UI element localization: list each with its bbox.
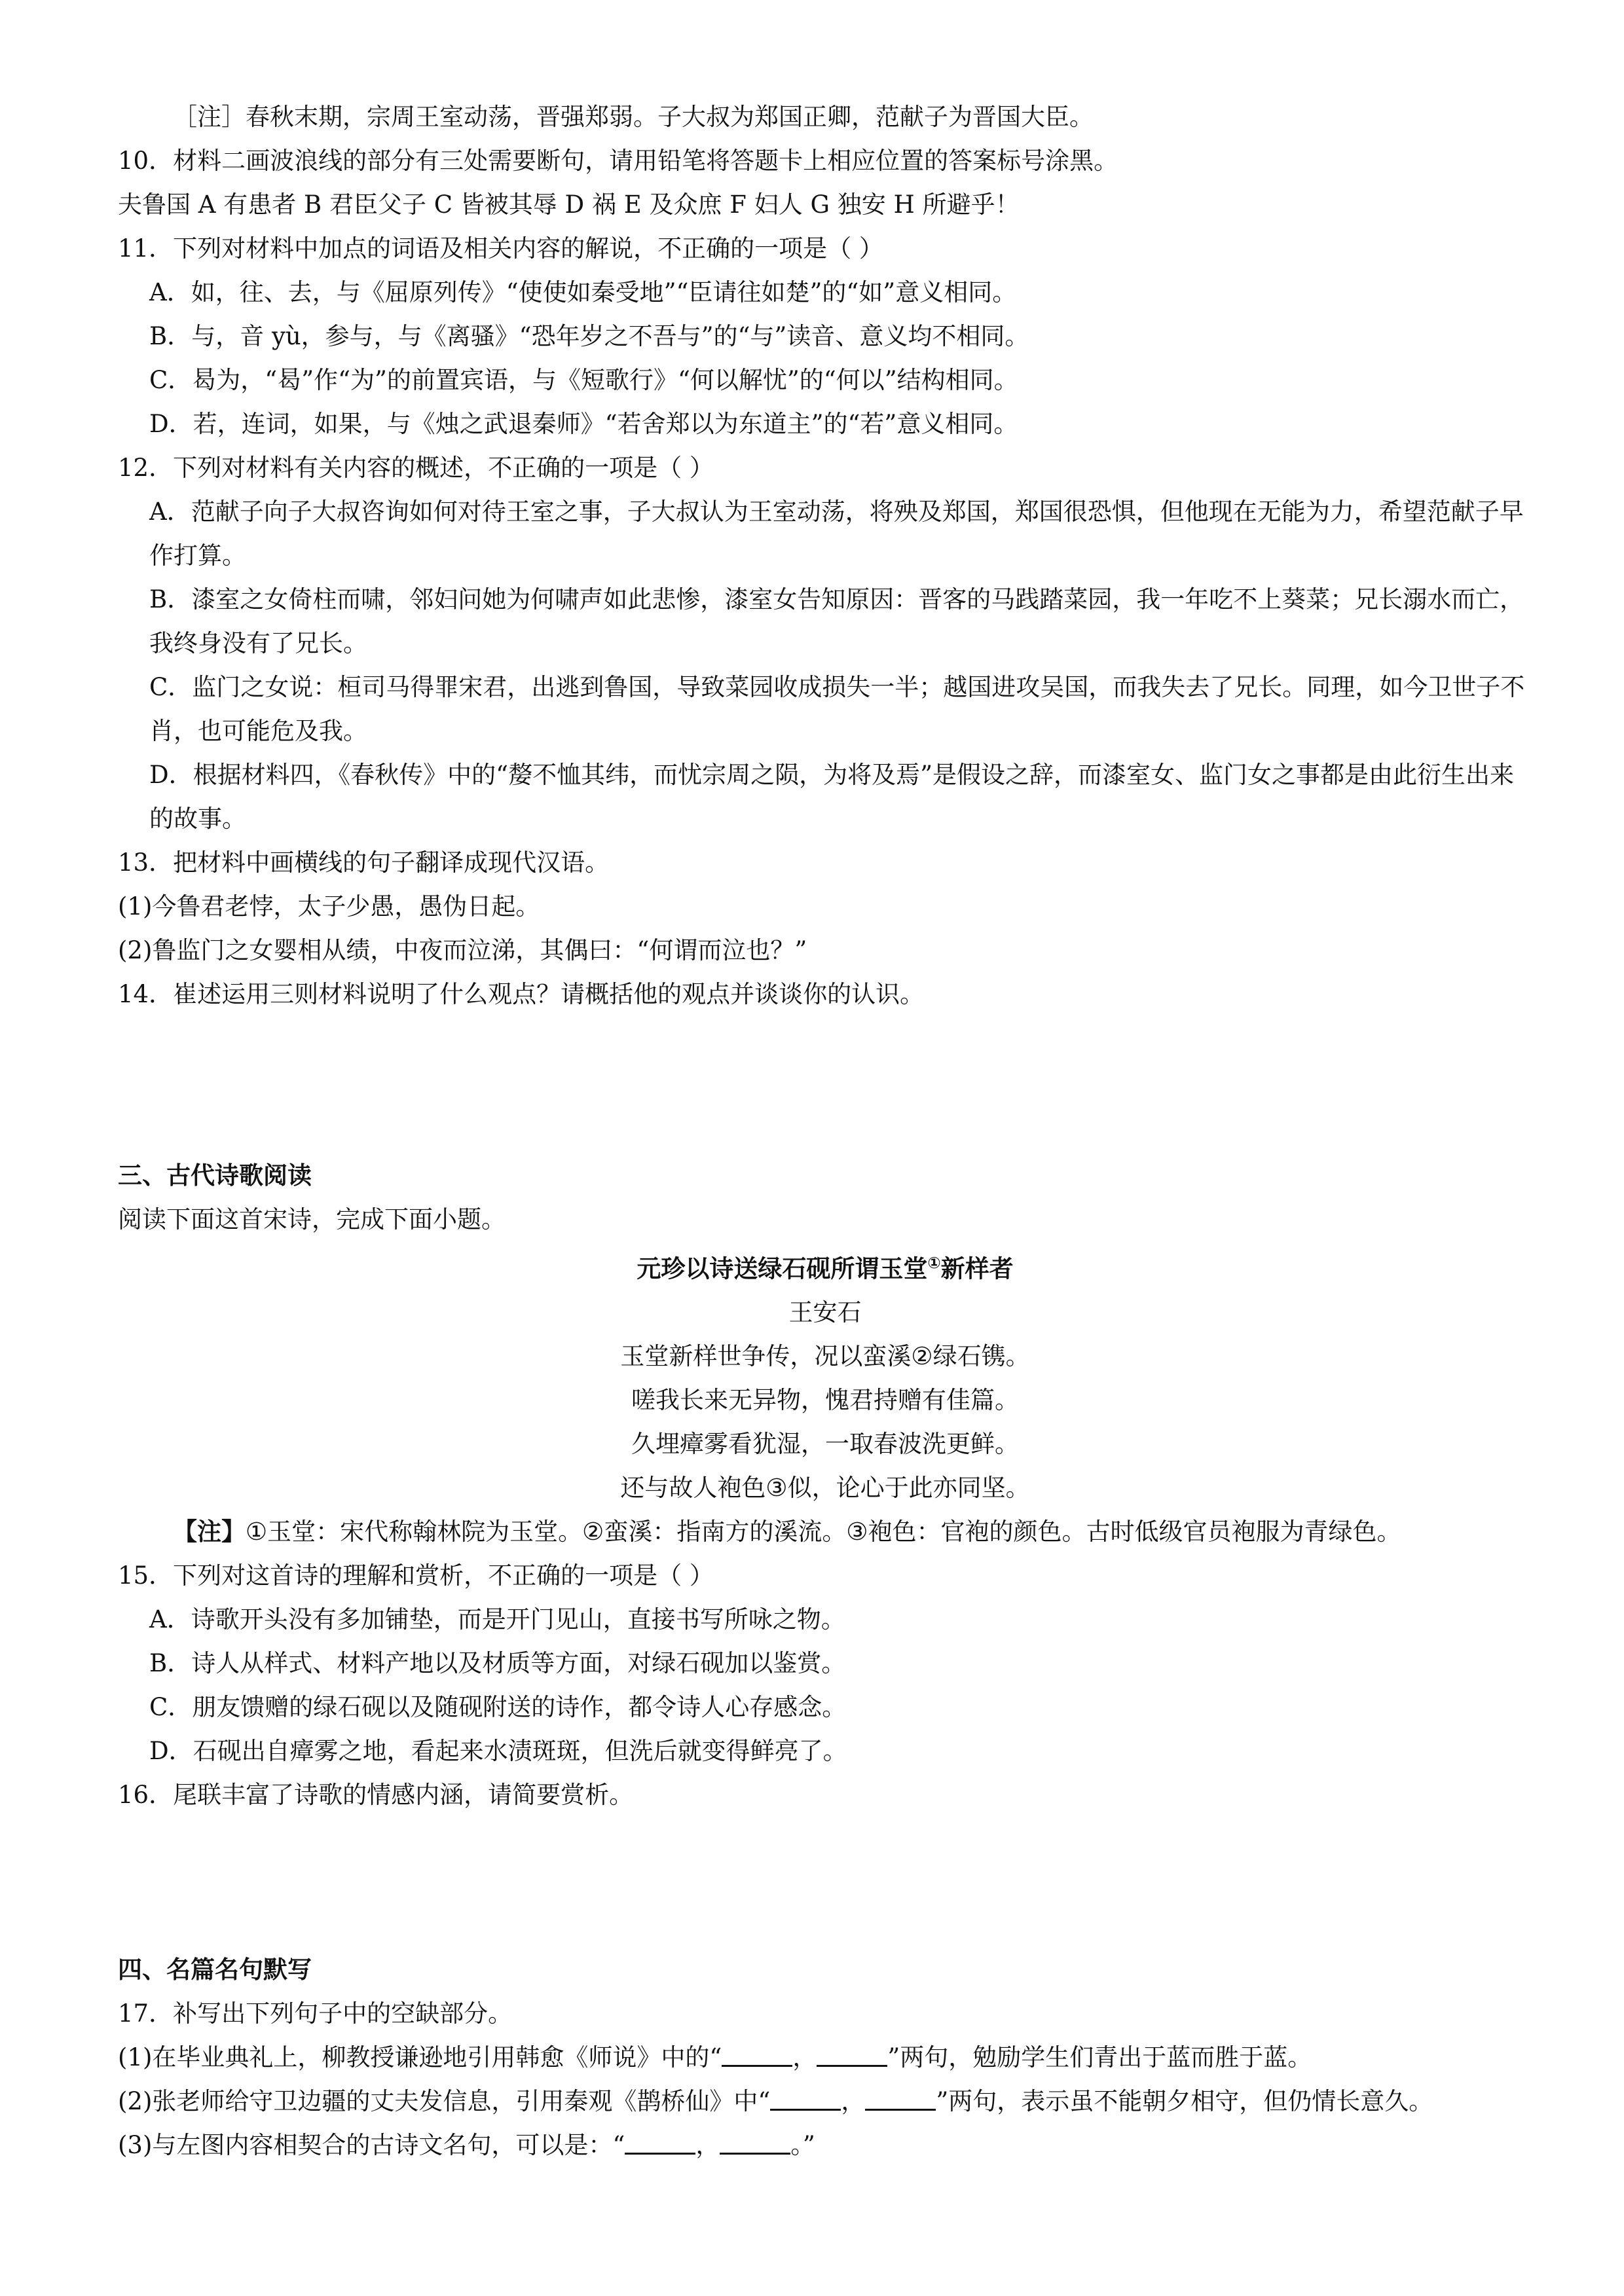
q13-item-1: (1)今鲁君老悖，太子少愚，愚伪日起。 <box>118 892 540 920</box>
q17-item-3-mid: ， <box>695 2131 720 2160</box>
poem-line-2: 嗟我长来无异物，愧君持赠有佳篇。 <box>631 1386 1019 1415</box>
question-17: 17．补写出下列句子中的空缺部分。 <box>118 1999 513 2028</box>
material-note: ［注］春秋末期，宗周王室动荡，晋强郑弱。子大叔为郑国正卿，范献子为晋国大臣。 <box>173 103 1094 131</box>
poem-note <box>118 1510 1532 1554</box>
answer-blank[interactable] <box>770 2085 841 2111</box>
q13-item-2: (2)鲁监门之女婴相从绩，中夜而泣涕，其偶曰：“何谓而泣也？” <box>118 936 807 964</box>
q12-option-d: D．根据材料四，《春秋传》中的“嫠不恤其纬，而忧宗周之陨，为将及焉”是假设之辞，而漆室女、监门女之事都是由此衍生出来的故事。 <box>149 761 1514 833</box>
question-16: 16．尾联丰富了诗歌的情感内涵，请简要赏析。 <box>118 1781 634 1810</box>
q17-item-2-pre: (2)张老师给守卫边疆的丈夫发信息，引用秦观《鹊桥仙》中“ <box>118 2087 771 2116</box>
poem-note-text: ①玉堂：宋代称翰林院为玉堂。②蛮溪：指南方的溪流。③袍色：官袍的颜色。古时低级官员袍服为青绿色。 <box>246 1518 1401 1546</box>
q17-item-2-mid: ， <box>841 2087 866 2116</box>
answer-blank[interactable] <box>865 2085 936 2111</box>
poem-author: 王安石 <box>788 1298 862 1327</box>
poem-title <box>118 1241 1532 1290</box>
poem-title-text: 元珍以诗送绿石砚所谓玉堂 <box>637 1254 928 1283</box>
answer-blank[interactable] <box>817 2041 887 2067</box>
q17-item-2-post: ”两句，表示虽不能朝夕相守，但仍情长意久。 <box>936 2087 1433 2116</box>
answer-blank[interactable] <box>722 2041 792 2067</box>
q17-item-1-mid: ， <box>792 2043 817 2072</box>
answer-blank[interactable] <box>720 2129 790 2155</box>
question-11: 11．下列对材料中加点的词语及相关内容的解说，不正确的一项是（ ） <box>118 234 883 263</box>
answer-blank[interactable] <box>625 2129 695 2155</box>
q15-option-c: C．朋友馈赠的绿石砚以及随砚附送的诗作，都令诗人心存感念。 <box>149 1693 847 1722</box>
question-13: 13．把材料中画横线的句子翻译成现代汉语。 <box>118 848 610 877</box>
q12-option-b: B．漆室之女倚柱而啸，邻妇问她为何啸声如此悲惨，漆室女告知原因：晋客的马践踏菜园，我一年吃不上葵菜；兄长溺水而亡，我终身没有了兄长。 <box>149 585 1524 657</box>
section-3-intro: 阅读下面这首宋诗，完成下面小题。 <box>118 1205 506 1233</box>
section-3-heading: 三、古代诗歌阅读 <box>118 1161 312 1190</box>
q12-option-c: C．监门之女说：桓司马得罪宋君，出逃到鲁国，导致菜园收成损失一半；越国进攻吴国，而我失去了兄长。同理，如今卫世子不肖，也可能危及我。 <box>149 673 1525 745</box>
q15-option-b: B．诗人从样式、材料产地以及材质等方面，对绿石砚加以鉴赏。 <box>149 1649 846 1678</box>
q11-option-d: D．若，连词，如果，与《烛之武退秦师》“若舍郑以为东道主”的“若”意义相同。 <box>149 410 1018 438</box>
q17-item-1-post: ”两句，勉励学生们青出于蓝而胜于蓝。 <box>887 2043 1312 2072</box>
question-12: 12．下列对材料有关内容的概述，不正确的一项是（ ） <box>118 454 714 482</box>
q17-item-3-post: 。” <box>790 2131 815 2160</box>
q17-item-2 <box>118 2079 1532 2123</box>
q15-option-d: D．石砚出自瘴雾之地，看起来水渍斑斑，但洗后就变得鲜亮了。 <box>149 1737 847 1766</box>
question-14: 14．崔述运用三则材料说明了什么观点？请概括他的观点并谈谈你的认识。 <box>118 980 925 1008</box>
question-15: 15．下列对这首诗的理解和赏析，不正确的一项是（ ） <box>118 1561 714 1590</box>
poem-line-3: 久埋瘴雾看犹湿，一取春波洗更鲜。 <box>631 1430 1019 1459</box>
question-10: 10．材料二画波浪线的部分有三处需要断句，请用铅笔将答题卡上相应位置的答案标号涂黑。 <box>118 147 1118 175</box>
poem-line-1: 玉堂新样世争传，况以蛮溪②绿石镌。 <box>620 1342 1030 1371</box>
q11-option-b: B．与，音 yù，参与，与《离骚》“恐年岁之不吾与”的“与”读音、意义均不相同。 <box>149 322 1029 350</box>
poem-title-tail: 新样者 <box>940 1254 1014 1283</box>
poem-line-4: 还与故人袍色③似，论心于此亦同坚。 <box>620 1474 1030 1503</box>
q17-item-1-pre: (1)在毕业典礼上，柳教授谦逊地引用韩愈《师说》中的“ <box>118 2043 722 2072</box>
q11-option-c: C．曷为，“曷”作“为”的前置宾语，与《短歌行》“何以解忧”的“何以”结构相同。 <box>149 366 1018 394</box>
q17-item-3-pre: (3)与左图内容相契合的古诗文名句，可以是：“ <box>118 2131 625 2160</box>
poem-title-footnote-mark: ① <box>927 1254 941 1272</box>
q12-option-a: A．范献子向子大叔咨询如何对待王室之事，子大叔认为王室动荡，将殃及郑国，郑国很恐惧，但他现在无能为力，希望范献子早作打算。 <box>149 498 1524 570</box>
q11-option-a: A．如，往、去，与《屈原列传》“使使如秦受地”“臣请往如楚”的“如”意义相同。 <box>149 278 1017 306</box>
q17-item-1 <box>118 2035 1532 2079</box>
q15-option-a: A．诗歌开头没有多加铺垫，而是开门见山，直接书写所咏之物。 <box>149 1605 845 1634</box>
poem-note-label: 【注】 <box>173 1518 246 1546</box>
question-10-text: 夫鲁国 A 有患者 B 君臣父子 C 皆被其辱 D 祸 E 及众庶 F 妇人 G 独安 H 所避乎！ <box>118 191 1020 219</box>
q17-item-3 <box>118 2123 1532 2167</box>
section-4-heading: 四、名篇名句默写 <box>118 1955 312 1984</box>
exam-page <box>118 95 1532 2167</box>
